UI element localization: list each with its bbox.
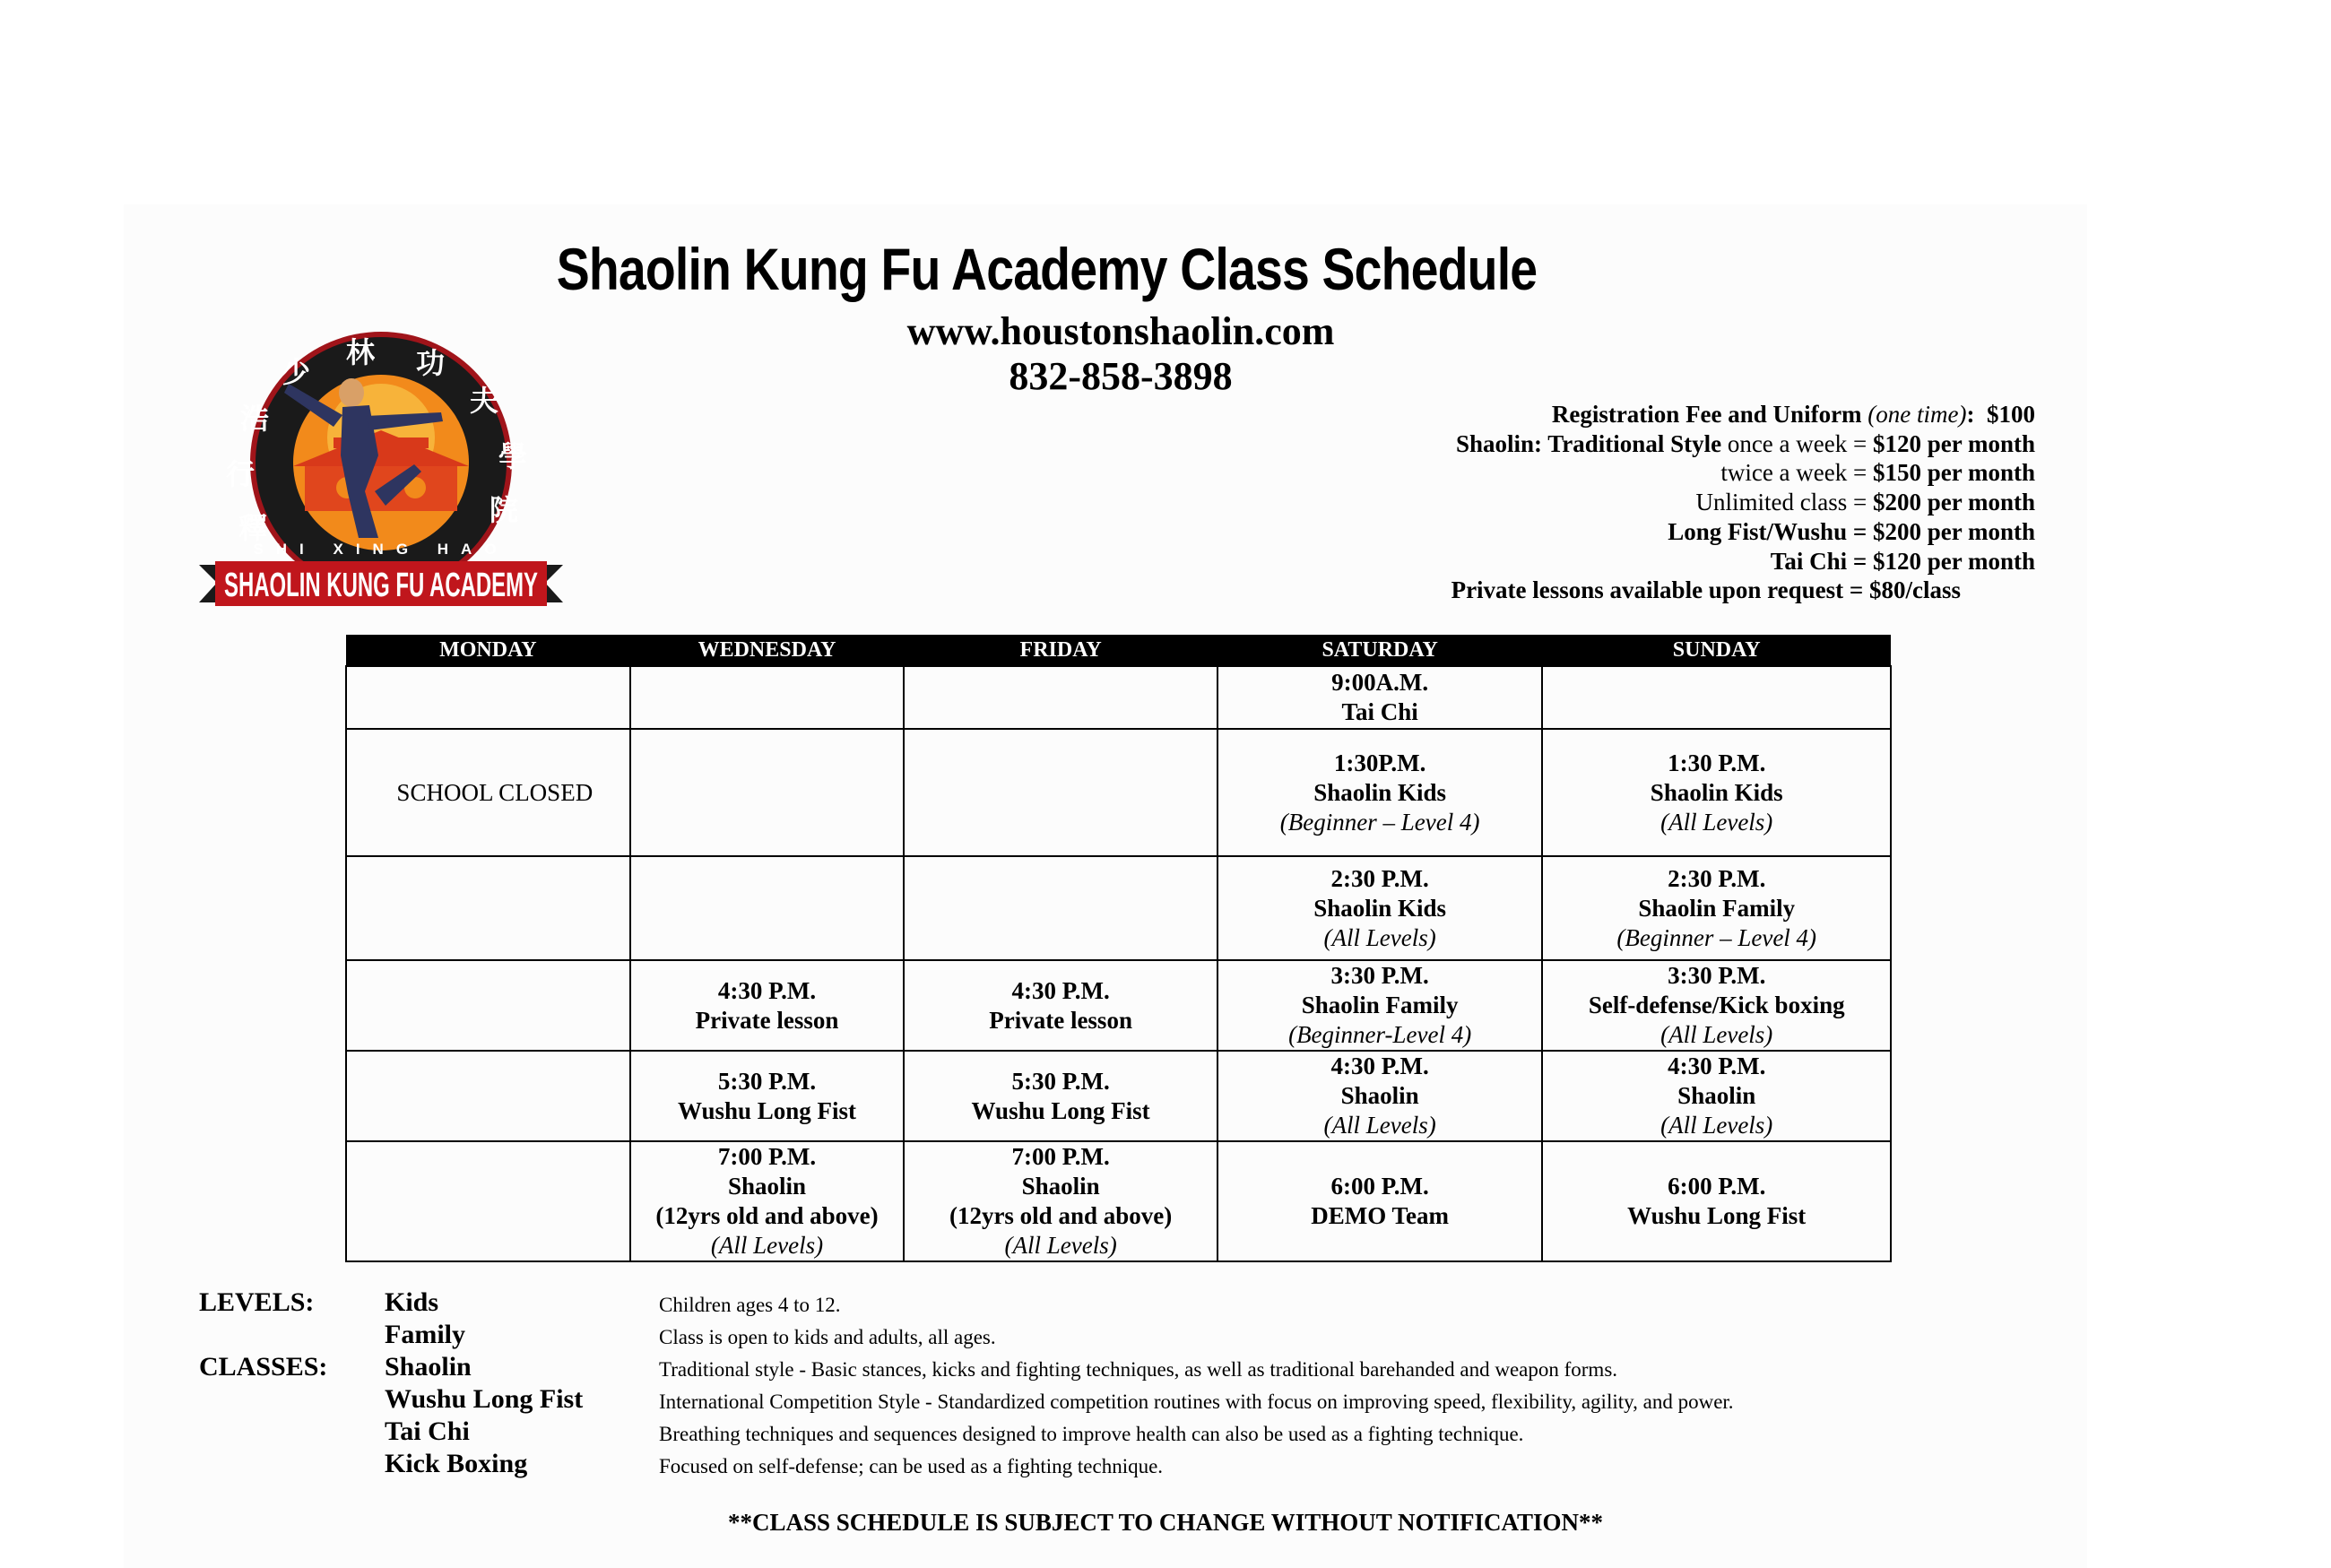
schedule-cell <box>346 1051 630 1141</box>
school-closed-label: SCHOOL CLOSED <box>346 729 630 856</box>
logo-banner-text: SHAOLIN KUNG FU ACADEMY <box>224 567 538 604</box>
academy-logo <box>199 330 563 613</box>
pricing-registration: Registration Fee and Uniform (one time): $100 <box>1551 401 2035 428</box>
logo-subtitle: SHI XING HAO <box>253 541 509 558</box>
header-sunday: SUNDAY <box>1542 635 1891 666</box>
svg-text:少: 少 <box>281 355 311 389</box>
class-slot: 6:00 P.M. DEMO Team <box>1217 1141 1543 1261</box>
legend-description: Traditional style - Basic stances, kicks and fighting techniques, as well as traditional barehanded and weapon forms. <box>659 1358 1618 1381</box>
class-slot: 5:30 P.M. Wushu Long Fist <box>904 1051 1217 1141</box>
pricing-wushu: Long Fist/Wushu = $200 per month <box>1668 517 2035 545</box>
class-slot: 7:00 P.M. Shaolin (12yrs old and above) (All Levels) <box>904 1141 1217 1261</box>
pricing-shaolin-once: Shaolin: Traditional Style once a week = $120 per month <box>1456 429 2035 457</box>
legend-description: International Competition Style - Standardized competition routines with focus on improving speed, flexibility, agility, and power. <box>659 1390 1734 1413</box>
legend-term: Kids <box>385 1287 439 1317</box>
schedule-cell <box>346 856 630 960</box>
class-slot: 4:30 P.M. Shaolin (All Levels) <box>1542 1051 1891 1141</box>
schedule-table <box>345 635 1892 1262</box>
schedule-notice: **CLASS SCHEDULE IS SUBJECT TO CHANGE WITHOUT NOTIFICATION** <box>727 1509 1604 1536</box>
svg-text:院: 院 <box>489 493 519 527</box>
class-slot: 9:00A.M. Tai Chi <box>1217 666 1543 729</box>
header-saturday: SATURDAY <box>1217 635 1543 666</box>
legend-description: Children ages 4 to 12. <box>659 1294 841 1316</box>
pricing-shaolin-twice: twice a week = $150 per month <box>1720 459 2035 487</box>
schedule-cell <box>346 960 630 1051</box>
schedule-header-row <box>346 635 1891 666</box>
svg-text:浩: 浩 <box>239 402 270 436</box>
class-slot: 4:30 P.M. Private lesson <box>630 960 905 1051</box>
schedule-cell <box>1542 666 1891 729</box>
schedule-cell <box>904 666 1217 729</box>
header-friday: FRIDAY <box>904 635 1217 666</box>
pricing-block <box>1451 400 2035 605</box>
legend-term: Family <box>385 1320 465 1349</box>
svg-text:行: 行 <box>225 457 256 491</box>
schedule-row <box>346 856 1891 960</box>
header-monday: MONDAY <box>346 635 630 666</box>
schedule-cell <box>346 666 630 729</box>
levels-label: LEVELS: <box>199 1287 315 1317</box>
svg-text:釋: 釋 <box>238 511 268 545</box>
schedule-cell <box>904 729 1217 856</box>
legend-description: Breathing techniques and sequences designed to improve health can also be used as a fighting technique. <box>659 1423 1524 1445</box>
pricing-private: Private lessons available upon request = $80/class <box>1451 576 1961 604</box>
page-title: Shaolin Kung Fu Academy Class Schedule <box>556 236 1538 302</box>
schedule-cell <box>346 1141 630 1261</box>
class-slot: 3:30 P.M. Self-defense/Kick boxing (All Levels) <box>1542 960 1891 1051</box>
svg-text:林: 林 <box>345 335 376 369</box>
pricing-taichi: Tai Chi = $120 per month <box>1770 547 2035 575</box>
class-slot: 7:00 P.M. Shaolin (12yrs old and above) (All Levels) <box>630 1141 905 1261</box>
phone-number: 832-858-3898 <box>1009 354 1233 398</box>
class-slot: 5:30 P.M. Wushu Long Fist <box>630 1051 905 1141</box>
legend-term: Wushu Long Fist <box>385 1384 584 1414</box>
schedule-cell <box>630 729 905 856</box>
schedule-row <box>346 729 1891 856</box>
svg-text:功: 功 <box>415 346 446 380</box>
header-wednesday: WEDNESDAY <box>630 635 905 666</box>
classes-label: CLASSES: <box>199 1352 328 1382</box>
legend-description: Focused on self-defense; can be used as a fighting technique. <box>659 1455 1164 1477</box>
schedule-cell <box>630 856 905 960</box>
legend-term: Tai Chi <box>385 1416 470 1446</box>
schedule-row <box>346 666 1891 729</box>
legend-term: Kick Boxing <box>385 1449 528 1478</box>
class-slot: 6:00 P.M. Wushu Long Fist <box>1542 1141 1891 1261</box>
schedule-cell <box>630 666 905 729</box>
schedule-cell <box>904 856 1217 960</box>
class-slot: 2:30 P.M. Shaolin Family (Beginner – Level 4) <box>1542 856 1891 960</box>
svg-text:學: 學 <box>498 439 528 473</box>
class-slot: 3:30 P.M. Shaolin Family (Beginner-Level 4) <box>1217 960 1543 1051</box>
class-slot: 4:30 P.M. Private lesson <box>904 960 1217 1051</box>
legend-term: Shaolin <box>385 1352 472 1382</box>
schedule-row <box>346 1051 1891 1141</box>
schedule-row <box>346 960 1891 1051</box>
schedule-row <box>346 1141 1891 1261</box>
website-url[interactable]: www.houstonshaolin.com <box>906 309 1335 353</box>
svg-text:夫: 夫 <box>469 384 499 418</box>
class-slot: 1:30 P.M. Shaolin Kids (All Levels) <box>1542 729 1891 856</box>
class-slot: 2:30 P.M. Shaolin Kids (All Levels) <box>1217 856 1543 960</box>
class-slot: 1:30P.M. Shaolin Kids (Beginner – Level 4) <box>1217 729 1543 856</box>
pricing-unlimited: Unlimited class = $200 per month <box>1695 489 2035 516</box>
legend-description: Class is open to kids and adults, all ages. <box>659 1326 996 1348</box>
class-slot: 4:30 P.M. Shaolin (All Levels) <box>1217 1051 1543 1141</box>
